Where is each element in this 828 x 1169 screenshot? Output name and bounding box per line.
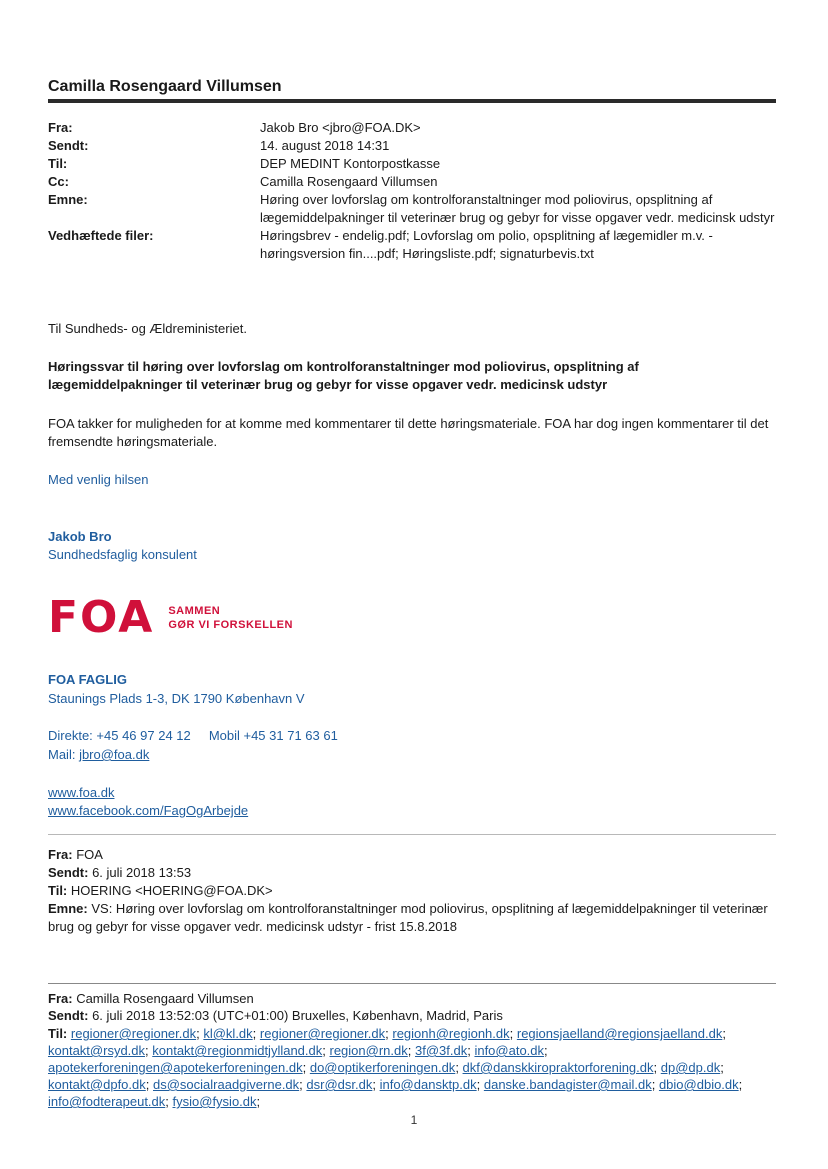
- email-headers: [48, 119, 776, 263]
- recipient-separator: ;: [196, 1026, 204, 1041]
- recipient-list: [48, 1026, 742, 1109]
- label: Fra:: [48, 847, 73, 862]
- forward1-sent: [48, 864, 776, 882]
- recipient-separator: ;: [302, 1060, 310, 1075]
- signature-name: Jakob Bro: [48, 529, 112, 544]
- page-number: 1: [410, 1113, 418, 1127]
- recipient-separator: ;: [738, 1077, 743, 1092]
- header-label: Til:: [48, 156, 68, 171]
- value: Camilla Rosengaard Villumsen: [76, 991, 254, 1006]
- recipient-separator: ;: [145, 1077, 153, 1092]
- divider: [48, 834, 776, 835]
- recipient-link[interactable]: region@rn.dk: [329, 1043, 408, 1058]
- document-title: Camilla Rosengaard Villumsen: [48, 78, 282, 95]
- web-link[interactable]: www.foa.dk: [48, 785, 115, 800]
- facebook-link[interactable]: www.facebook.com/FagOgArbejde: [48, 803, 249, 818]
- recipient-link[interactable]: kontakt@rsyd.dk: [48, 1043, 146, 1058]
- recipient-link[interactable]: apotekerforeningen@apotekerforeningen.dk: [48, 1060, 303, 1075]
- value: 6. juli 2018 13:52:03 (UTC+01:00) Bruxelles, København, Madrid, Paris: [92, 1008, 503, 1023]
- recipient-separator: ;: [252, 1026, 260, 1041]
- value: VS: Høring over lovforslag om kontrolforanstaltninger mod poliovirus, opsplitning af lægemiddelpakninger til veterinær brug og gebyr for visse opgaver vedr. medicinsk udstyr - frist 15.8.2018: [48, 901, 768, 934]
- mail-link[interactable]: jbro@foa.dk: [79, 747, 150, 762]
- header-value: DEP MEDINT Kontorpostkasse: [260, 156, 441, 171]
- recipient-link[interactable]: kontakt@dpfo.dk: [48, 1077, 146, 1092]
- recipient-separator: ;: [385, 1026, 393, 1041]
- recipient-separator: ;: [467, 1043, 475, 1058]
- greeting: Til Sundheds- og Ældreministeriet.: [48, 321, 247, 336]
- header-from: [48, 119, 776, 137]
- recipient-link[interactable]: regioner@regioner.dk: [70, 1026, 197, 1041]
- title-rule: [48, 99, 776, 103]
- recipient-link[interactable]: info@fodterapeut.dk: [48, 1094, 166, 1109]
- recipient-separator: ;: [145, 1043, 153, 1058]
- org-address: Staunings Plads 1-3, DK 1790 København V: [48, 691, 305, 706]
- recipient-link[interactable]: dsr@dsr.dk: [306, 1077, 373, 1092]
- mobile-phone: Mobil +45 31 71 63 61: [208, 728, 338, 743]
- label: Sendt:: [48, 1008, 89, 1023]
- mail-label: Mail:: [48, 747, 80, 762]
- web-link-row: [48, 784, 776, 802]
- header-label: Sendt:: [48, 138, 89, 153]
- slogan-line: SAMMEN: [168, 605, 221, 617]
- recipient-link[interactable]: danske.bandagister@mail.dk: [483, 1077, 652, 1092]
- body-paragraph: FOA takker for muligheden for at komme med kommentarer til dette høringsmateriale. FOA har dog ingen kommentarer til det fremsendte høringsmateriale.: [48, 416, 769, 449]
- facebook-link-row: [48, 802, 776, 820]
- slogan-line: GØR VI FORSKELLEN: [168, 619, 293, 631]
- signature-role: Sundhedsfaglig konsulent: [48, 547, 197, 562]
- recipient-separator: ;: [651, 1077, 659, 1092]
- header-cc: [48, 173, 776, 191]
- recipient-link[interactable]: kl@kl.dk: [203, 1026, 253, 1041]
- recipient-link[interactable]: regioner@regioner.dk: [259, 1026, 386, 1041]
- recipient-link[interactable]: dp@dp.dk: [660, 1060, 721, 1075]
- closing: Med venlig hilsen: [48, 472, 149, 487]
- label: Emne:: [48, 901, 88, 916]
- recipient-link[interactable]: fysio@fysio.dk: [172, 1094, 257, 1109]
- recipient-separator: ;: [256, 1094, 261, 1109]
- header-value: 14. august 2018 14:31: [260, 138, 390, 153]
- header-value: Høring over lovforslag om kontrolforanstaltninger mod poliovirus, opsplitning af lægemiddelpakninger til veterinær brug og gebyr for visse opgaver vedr. medicinsk udstyr: [260, 192, 775, 225]
- recipient-link[interactable]: do@optikerforeningen.dk: [309, 1060, 456, 1075]
- foa-logo: [48, 592, 293, 643]
- recipient-separator: ;: [455, 1060, 463, 1075]
- value: FOA: [76, 847, 103, 862]
- forward2-from: [48, 990, 776, 1008]
- recipient-link[interactable]: regionh@regionh.dk: [392, 1026, 510, 1041]
- label: Fra:: [48, 991, 73, 1006]
- recipient-separator: ;: [299, 1077, 307, 1092]
- header-value: Jakob Bro <jbro@FOA.DK>: [260, 120, 421, 135]
- recipient-separator: ;: [372, 1077, 380, 1092]
- header-label: Vedhæftede filer:: [48, 228, 154, 243]
- forward1-from: [48, 846, 776, 864]
- recipient-separator: ;: [720, 1060, 724, 1075]
- header-value: Camilla Rosengaard Villumsen: [260, 174, 438, 189]
- direct-phone: Direkte: +45 46 97 24 12: [48, 728, 191, 743]
- foa-slogan: [168, 604, 293, 632]
- recipient-separator: ;: [722, 1026, 726, 1041]
- label: Sendt:: [48, 865, 89, 880]
- recipient-link[interactable]: 3f@3f.dk: [414, 1043, 468, 1058]
- recipient-link[interactable]: dkf@danskkiropraktorforening.dk: [462, 1060, 654, 1075]
- forward2-recipients: [48, 1025, 776, 1110]
- divider: [48, 983, 776, 984]
- recipient-separator: ;: [544, 1043, 548, 1058]
- forward1-to: [48, 882, 776, 900]
- recipient-link[interactable]: info@dansktp.dk: [379, 1077, 477, 1092]
- recipient-separator: ;: [165, 1094, 173, 1109]
- header-label: Emne:: [48, 192, 88, 207]
- recipient-link[interactable]: info@ato.dk: [474, 1043, 545, 1058]
- forward2-sent: [48, 1007, 776, 1025]
- forward1-subject: [48, 900, 776, 936]
- header-sent: [48, 137, 776, 155]
- response-subject: Høringssvar til høring over lovforslag om kontrolforanstaltninger mod poliovirus, opsplitning af lægemiddelpakninger til veterinær brug og gebyr for visse opgaver vedr. medicinsk udstyr: [48, 359, 639, 392]
- recipient-link[interactable]: kontakt@regionmidtjylland.dk: [152, 1043, 323, 1058]
- header-value: Høringsbrev - endelig.pdf; Lovforslag om polio, opsplitning af lægemidler m.v. - høringsversion fin....pdf; Høringsliste.pdf; signaturbevis.txt: [260, 228, 713, 261]
- header-attachments: [48, 227, 776, 263]
- org-name: FOA FAGLIG: [48, 672, 127, 687]
- recipient-link[interactable]: ds@socialraadgiverne.dk: [153, 1077, 300, 1092]
- recipient-link[interactable]: dbio@dbio.dk: [658, 1077, 739, 1092]
- header-subject: [48, 191, 776, 227]
- label: Til:: [48, 883, 68, 898]
- foa-logo-text: FOA: [48, 592, 155, 643]
- to-label: Til:: [48, 1026, 68, 1041]
- recipient-link[interactable]: regionsjaelland@regionsjaelland.dk: [516, 1026, 723, 1041]
- recipient-separator: ;: [476, 1077, 484, 1092]
- recipient-separator: ;: [653, 1060, 661, 1075]
- value: 6. juli 2018 13:53: [92, 865, 192, 880]
- header-label: Fra:: [48, 120, 73, 135]
- recipient-separator: ;: [509, 1026, 517, 1041]
- phone-line: [48, 727, 776, 745]
- header-label: Cc:: [48, 174, 69, 189]
- value: HOERING <HOERING@FOA.DK>: [70, 883, 273, 898]
- mail-line: [48, 746, 776, 764]
- recipient-separator: ;: [407, 1043, 415, 1058]
- header-to: [48, 155, 776, 173]
- recipient-separator: ;: [322, 1043, 330, 1058]
